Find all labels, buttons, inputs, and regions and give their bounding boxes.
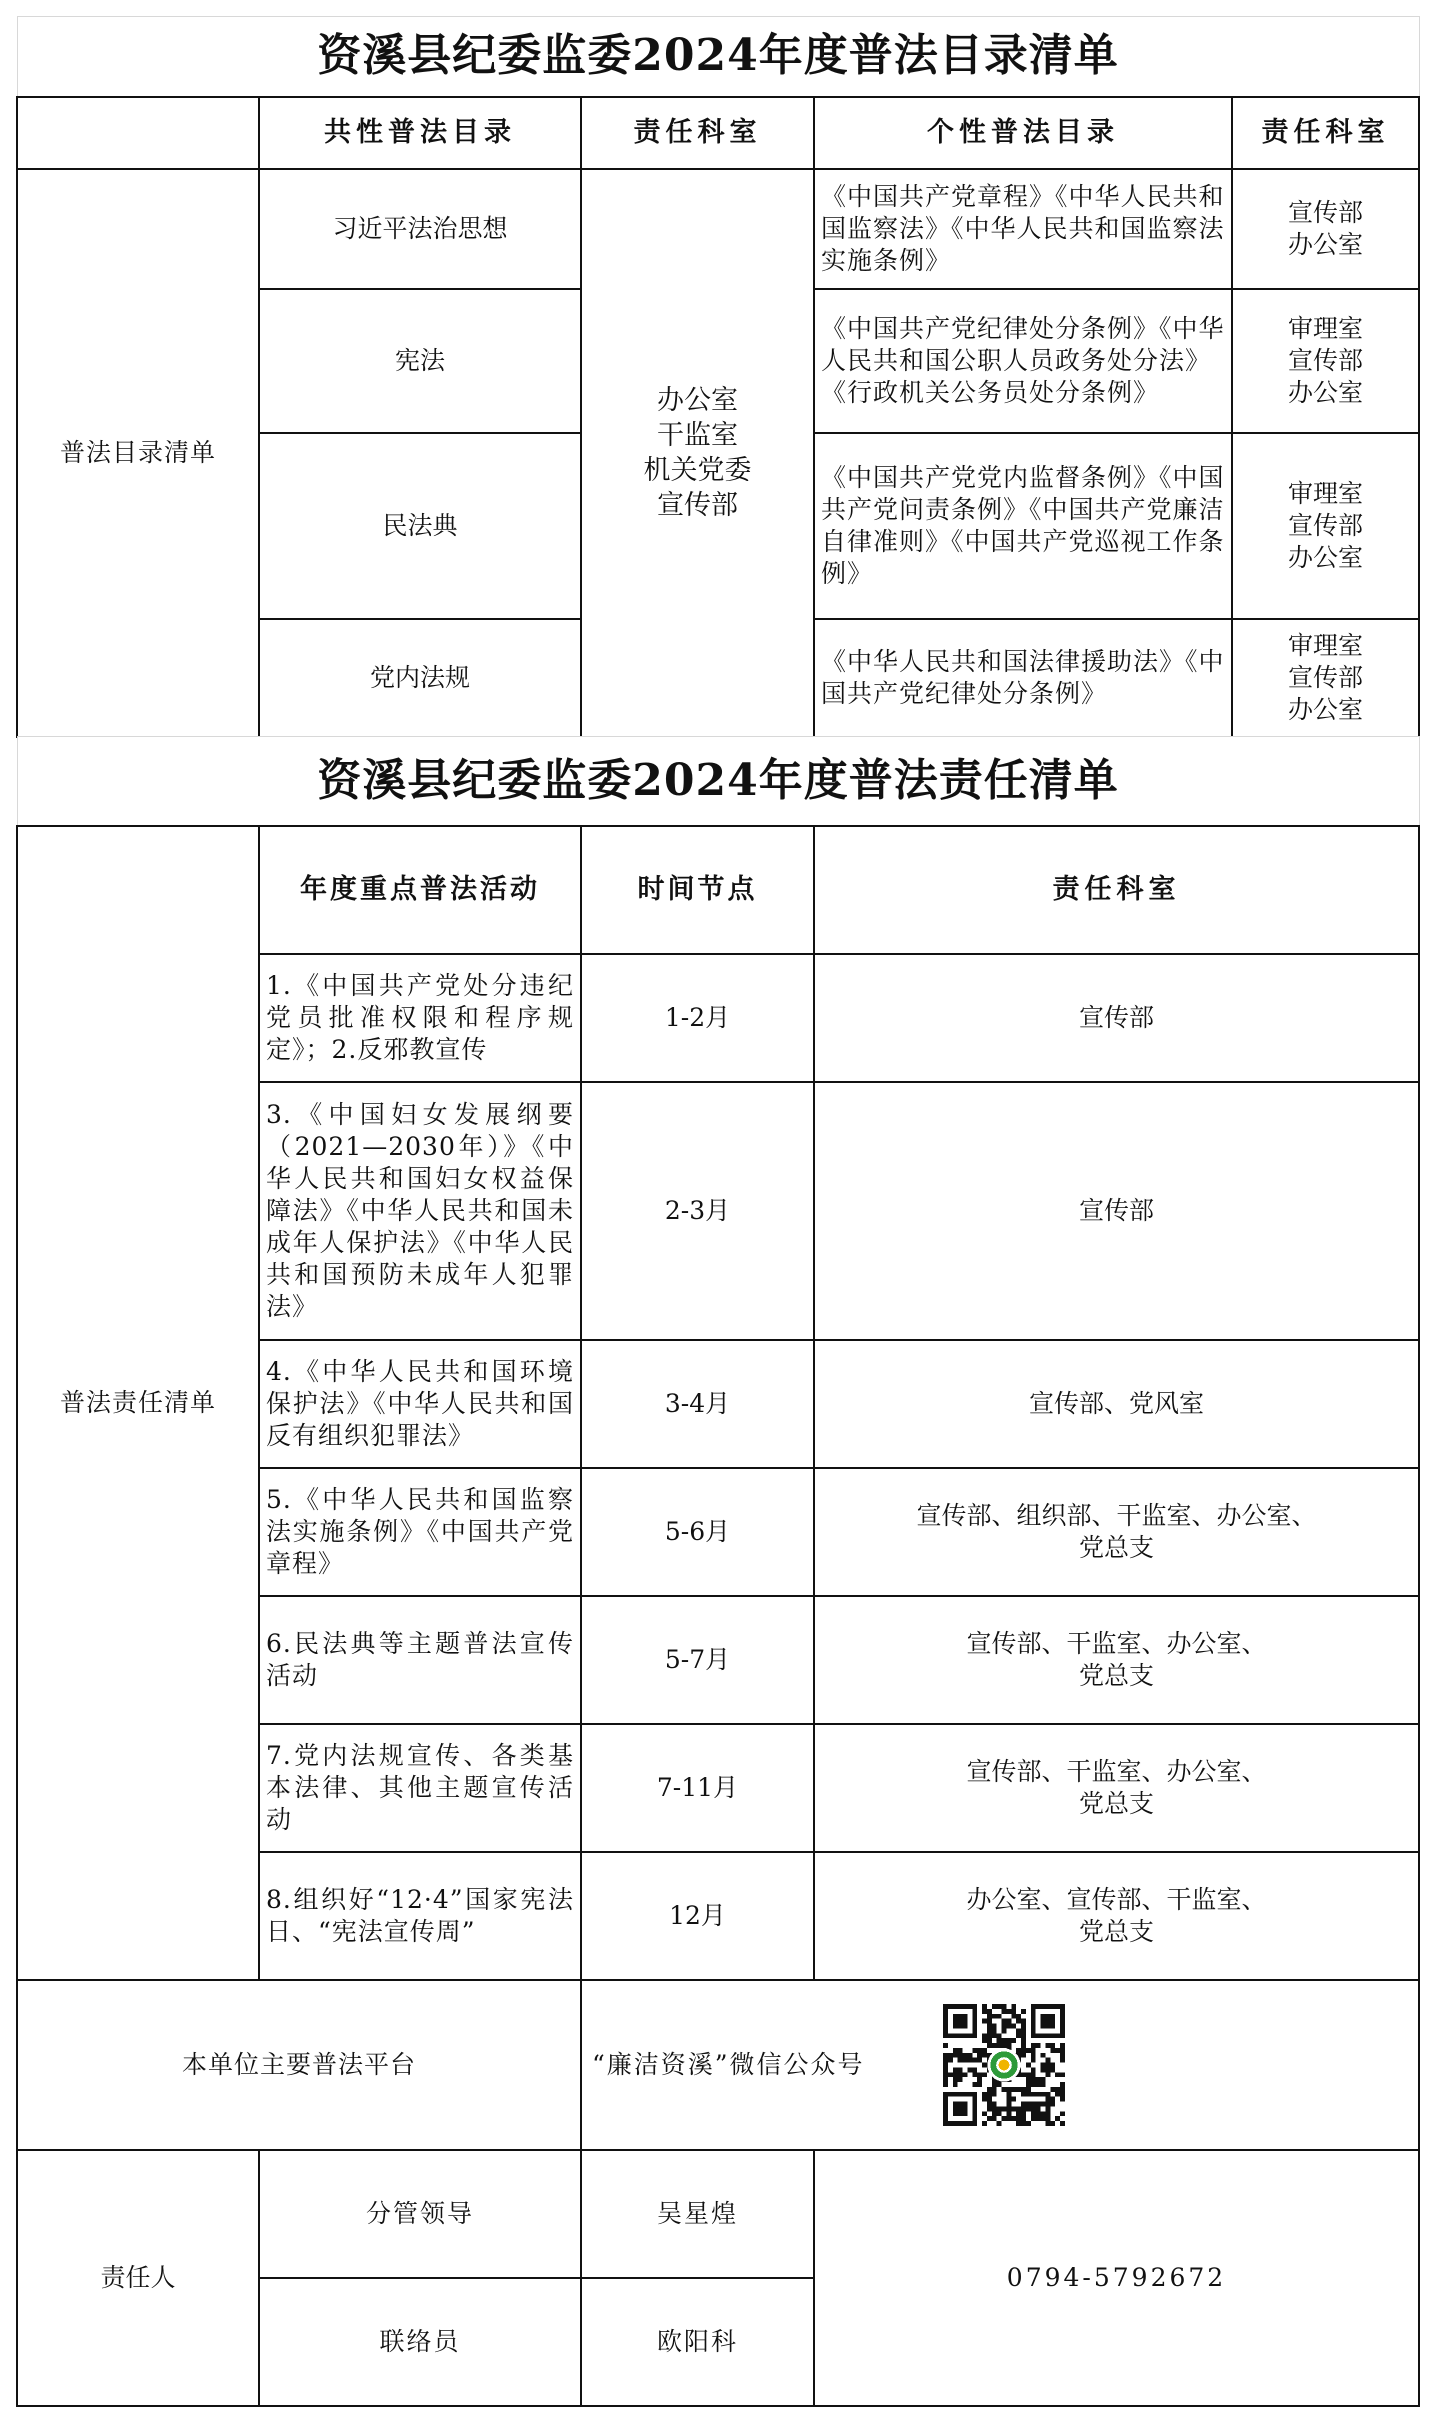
dept-line: 审理室 xyxy=(1288,478,1364,508)
dept-line: 宣传部 xyxy=(1288,510,1364,540)
dept-line: 宣传部 xyxy=(1288,345,1364,375)
catalog-table xyxy=(16,16,1420,738)
dept-line: 党总支 xyxy=(1079,1661,1155,1690)
time-item: 3-4月 xyxy=(581,1340,814,1468)
activity-item: 1.《中国共产党处分违纪党员批准权限和程序规定》；2.反邪教宣传 xyxy=(259,954,581,1082)
catalog-row-label: 普法目录清单 xyxy=(17,169,259,737)
dept-line: 党总支 xyxy=(1079,1533,1155,1562)
personal-item: 《中华人民共和国法律援助法》《中国共产党纪律处分条例》 xyxy=(814,619,1232,737)
dept-line: 办公室 xyxy=(1288,229,1364,259)
catalog-title: 资溪县纪委监委2024年度普法目录清单 xyxy=(17,17,1419,97)
dept-item xyxy=(814,1468,1419,1596)
time-item: 5-6月 xyxy=(581,1468,814,1596)
dept-line: 宣传部 xyxy=(1079,1003,1155,1032)
time-item: 12月 xyxy=(581,1852,814,1980)
activity-item: 7.党内法规宣传、各类基本法律、其他主题宣传活动 xyxy=(259,1724,581,1852)
dept-line: 办公室 xyxy=(1288,377,1364,407)
liaison-label: 联络员 xyxy=(259,2278,581,2406)
header-common-catalog: 共性普法目录 xyxy=(259,97,581,169)
dept-line: 宣传部、党风室 xyxy=(1029,1389,1205,1418)
header-dept: 责任科室 xyxy=(814,826,1419,954)
dept-line: 办公室 xyxy=(1288,694,1364,724)
contact-phone: 0794-5792672 xyxy=(814,2150,1419,2406)
personal-item: 《中国共产党章程》《中华人民共和国监察法》《中华人民共和国监察法实施条例》 xyxy=(814,169,1232,289)
platform-label: 本单位主要普法平台 xyxy=(17,1980,581,2150)
dept-item xyxy=(814,1082,1419,1340)
personal-item: 《中国共产党纪律处分条例》《中华人民共和国公职人员政务处分法》《行政机关公务员处分条例》 xyxy=(814,289,1232,433)
header-dept-1: 责任科室 xyxy=(581,97,814,169)
dept-item xyxy=(814,1852,1419,1980)
time-item: 5-7月 xyxy=(581,1596,814,1724)
document-page xyxy=(16,16,1418,2412)
time-item: 1-2月 xyxy=(581,954,814,1082)
platform-cell xyxy=(581,1980,1419,2150)
dept-line: 党总支 xyxy=(1079,1917,1155,1946)
responsibility-table xyxy=(16,736,1420,2408)
common-dept-cell xyxy=(581,169,814,737)
time-item: 2-3月 xyxy=(581,1082,814,1340)
qr-code-image xyxy=(943,2004,1065,2126)
leader-label: 分管领导 xyxy=(259,2150,581,2278)
time-item: 7-11月 xyxy=(581,1724,814,1852)
dept-line: 宣传部 xyxy=(1288,662,1364,692)
dept-item xyxy=(814,954,1419,1082)
dept-item xyxy=(814,1724,1419,1852)
common-dept-line: 机关党委 xyxy=(643,454,752,486)
responsibility-title: 资溪县纪委监委2024年度普法责任清单 xyxy=(17,736,1419,826)
header-personal-catalog: 个性普法目录 xyxy=(814,97,1232,169)
activity-item: 5.《中华人民共和国监察法实施条例》《中国共产党章程》 xyxy=(259,1468,581,1596)
leader-name: 吴星煌 xyxy=(581,2150,814,2278)
personal-dept-cell xyxy=(1232,169,1419,289)
activity-item: 4.《中华人民共和国环境保护法》《中华人民共和国反有组织犯罪法》 xyxy=(259,1340,581,1468)
responsibility-row-label: 普法责任清单 xyxy=(17,826,259,1980)
dept-item xyxy=(814,1340,1419,1468)
common-dept-line: 干监室 xyxy=(657,419,738,451)
common-item: 民法典 xyxy=(259,433,581,619)
dept-line: 宣传部、干监室、办公室、 xyxy=(966,1629,1267,1658)
header-time: 时间节点 xyxy=(581,826,814,954)
activity-item: 3.《中国妇女发展纲要（2021—2030年）》《中华人民共和国妇女权益保障法》《中华人民共和国未成年人保护法》《中华人民共和国预防未成年人犯罪法》 xyxy=(259,1082,581,1340)
liaison-name: 欧阳科 xyxy=(581,2278,814,2406)
dept-item xyxy=(814,1596,1419,1724)
common-dept-line: 宣传部 xyxy=(657,489,738,521)
personal-dept-cell xyxy=(1232,619,1419,737)
header-dept-2: 责任科室 xyxy=(1232,97,1419,169)
dept-line: 党总支 xyxy=(1079,1789,1155,1818)
dept-line: 宣传部、组织部、干监室、办公室、 xyxy=(916,1501,1317,1530)
common-dept-line: 办公室 xyxy=(657,384,738,416)
personal-dept-cell xyxy=(1232,433,1419,619)
personal-dept-cell xyxy=(1232,289,1419,433)
dept-line: 办公室、宣传部、干监室、 xyxy=(966,1885,1267,1914)
dept-line: 审理室 xyxy=(1288,313,1364,343)
activity-item: 8.组织好“12·4”国家宪法日、“宪法宣传周” xyxy=(259,1852,581,1980)
dept-line: 宣传部、干监室、办公室、 xyxy=(966,1757,1267,1786)
header-activity: 年度重点普法活动 xyxy=(259,826,581,954)
dept-line: 宣传部 xyxy=(1288,197,1364,227)
personal-item: 《中国共产党党内监督条例》《中国共产党问责条例》《中国共产党廉洁自律准则》《中国共产党巡视工作条例》 xyxy=(814,433,1232,619)
dept-line: 审理室 xyxy=(1288,630,1364,660)
common-item: 习近平法治思想 xyxy=(259,169,581,289)
common-item: 宪法 xyxy=(259,289,581,433)
dept-line: 办公室 xyxy=(1288,542,1364,572)
common-item: 党内法规 xyxy=(259,619,581,737)
corner-cell xyxy=(17,97,259,169)
dept-line: 宣传部 xyxy=(1079,1196,1155,1225)
platform-value: “廉洁资溪”微信公众号 xyxy=(592,2050,865,2079)
responsible-label: 责任人 xyxy=(17,2150,259,2406)
activity-item: 6.民法典等主题普法宣传活动 xyxy=(259,1596,581,1724)
